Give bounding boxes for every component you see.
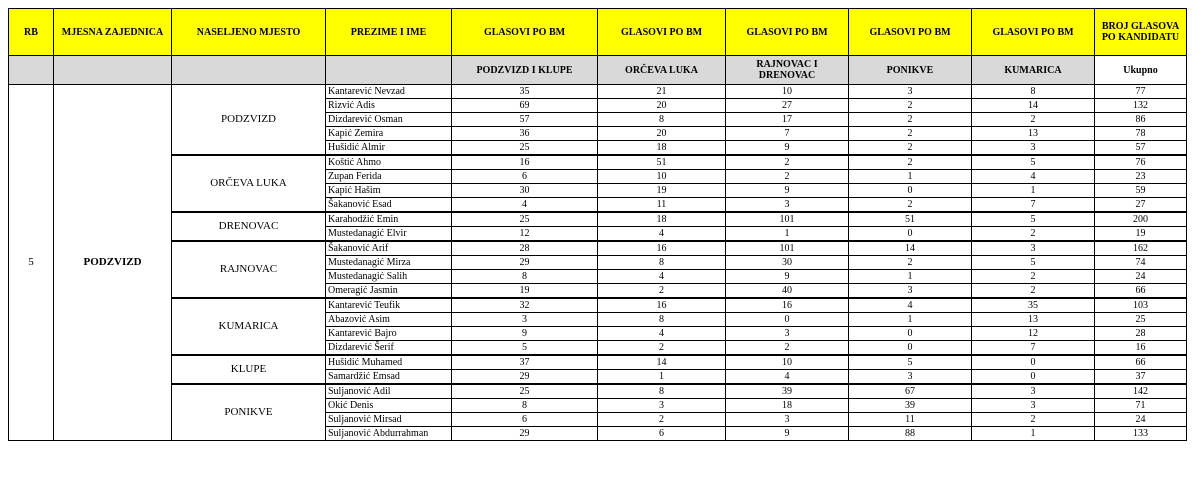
total-votes-cell: 103 bbox=[1095, 298, 1187, 313]
votes-cell: 5 bbox=[972, 212, 1095, 227]
votes-cell: 2 bbox=[972, 413, 1095, 427]
votes-cell: 21 bbox=[598, 85, 726, 99]
votes-cell: 14 bbox=[972, 99, 1095, 113]
candidate-name-cell: Kantarević Teufik bbox=[326, 298, 452, 313]
table-row bbox=[9, 85, 1187, 99]
votes-cell: 4 bbox=[598, 270, 726, 284]
total-votes-cell: 76 bbox=[1095, 155, 1187, 170]
results-sheet bbox=[8, 8, 1187, 441]
votes-cell: 4 bbox=[452, 198, 598, 213]
votes-cell: 7 bbox=[726, 127, 849, 141]
votes-cell: 9 bbox=[452, 327, 598, 341]
votes-cell: 6 bbox=[452, 413, 598, 427]
votes-cell: 0 bbox=[849, 227, 972, 242]
votes-cell: 1 bbox=[726, 227, 849, 242]
votes-cell: 8 bbox=[452, 270, 598, 284]
votes-cell: 1 bbox=[598, 370, 726, 385]
total-votes-cell: 142 bbox=[1095, 384, 1187, 399]
total-votes-cell: 24 bbox=[1095, 413, 1187, 427]
votes-cell: 57 bbox=[452, 113, 598, 127]
votes-cell: 13 bbox=[972, 127, 1095, 141]
votes-cell: 10 bbox=[726, 85, 849, 99]
votes-cell: 3 bbox=[849, 284, 972, 299]
candidate-name-cell: Koštić Ahmo bbox=[326, 155, 452, 170]
votes-cell: 3 bbox=[849, 370, 972, 385]
settlement-cell: PONIKVE bbox=[172, 384, 326, 441]
subheader-ponikve: PONIKVE bbox=[849, 56, 972, 85]
votes-cell: 3 bbox=[452, 313, 598, 327]
votes-cell: 3 bbox=[726, 198, 849, 213]
candidate-name-cell: Dizdarević Šerif bbox=[326, 341, 452, 356]
votes-cell: 16 bbox=[452, 155, 598, 170]
votes-cell: 11 bbox=[849, 413, 972, 427]
votes-cell: 0 bbox=[726, 313, 849, 327]
votes-cell: 27 bbox=[726, 99, 849, 113]
total-votes-cell: 28 bbox=[1095, 327, 1187, 341]
votes-cell: 2 bbox=[726, 170, 849, 184]
votes-cell: 30 bbox=[726, 256, 849, 270]
votes-cell: 9 bbox=[726, 184, 849, 198]
total-votes-cell: 66 bbox=[1095, 284, 1187, 299]
votes-cell: 4 bbox=[972, 170, 1095, 184]
candidate-name-cell: Dizdarević Osman bbox=[326, 113, 452, 127]
subheader-rajnovac-drenovac: RAJNOVAC I DRENOVAC bbox=[726, 56, 849, 85]
votes-cell: 14 bbox=[849, 241, 972, 256]
col-header-glasovi-3: GLASOVI PO BM bbox=[726, 9, 849, 56]
header-row bbox=[9, 9, 1187, 56]
votes-cell: 35 bbox=[452, 85, 598, 99]
votes-cell: 69 bbox=[452, 99, 598, 113]
total-votes-cell: 16 bbox=[1095, 341, 1187, 356]
col-header-glasovi-4: GLASOVI PO BM bbox=[849, 9, 972, 56]
col-header-prezime-ime: PREZIME I IME bbox=[326, 9, 452, 56]
votes-cell: 3 bbox=[972, 141, 1095, 156]
votes-cell: 13 bbox=[972, 313, 1095, 327]
votes-cell: 2 bbox=[598, 413, 726, 427]
col-header-rb: RB bbox=[9, 9, 54, 56]
votes-cell: 25 bbox=[452, 141, 598, 156]
subheader-blank bbox=[9, 56, 54, 85]
candidate-name-cell: Mustedanagić Salih bbox=[326, 270, 452, 284]
candidate-name-cell: Kantarević Bajro bbox=[326, 327, 452, 341]
votes-cell: 1 bbox=[849, 270, 972, 284]
total-votes-cell: 37 bbox=[1095, 370, 1187, 385]
votes-cell: 18 bbox=[726, 399, 849, 413]
votes-cell: 4 bbox=[598, 327, 726, 341]
votes-cell: 2 bbox=[849, 141, 972, 156]
votes-cell: 2 bbox=[726, 155, 849, 170]
candidate-name-cell: Šakanović Esad bbox=[326, 198, 452, 213]
votes-cell: 3 bbox=[726, 327, 849, 341]
votes-cell: 32 bbox=[452, 298, 598, 313]
table-row bbox=[9, 298, 1187, 313]
votes-cell: 18 bbox=[598, 141, 726, 156]
votes-cell: 5 bbox=[452, 341, 598, 356]
candidate-name-cell: Mustedanagić Elvir bbox=[326, 227, 452, 242]
votes-cell: 2 bbox=[849, 99, 972, 113]
table-row bbox=[9, 241, 1187, 256]
candidate-name-cell: Suljanović Abdurrahman bbox=[326, 427, 452, 441]
votes-cell: 5 bbox=[849, 355, 972, 370]
col-header-glasovi-5: GLASOVI PO BM bbox=[972, 9, 1095, 56]
votes-cell: 19 bbox=[452, 284, 598, 299]
subheader-blank bbox=[172, 56, 326, 85]
votes-cell: 3 bbox=[972, 399, 1095, 413]
candidate-name-cell: Kapić Hašim bbox=[326, 184, 452, 198]
votes-cell: 1 bbox=[972, 184, 1095, 198]
total-votes-cell: 27 bbox=[1095, 198, 1187, 213]
votes-cell: 3 bbox=[972, 241, 1095, 256]
candidate-name-cell: Omeragić Jasmin bbox=[326, 284, 452, 299]
votes-cell: 0 bbox=[849, 184, 972, 198]
table-row bbox=[9, 155, 1187, 170]
subheader-ukupno: Ukupno bbox=[1095, 56, 1187, 85]
votes-cell: 40 bbox=[726, 284, 849, 299]
candidate-name-cell: Zupan Ferida bbox=[326, 170, 452, 184]
votes-cell: 4 bbox=[598, 227, 726, 242]
total-votes-cell: 24 bbox=[1095, 270, 1187, 284]
votes-cell: 39 bbox=[849, 399, 972, 413]
votes-cell: 29 bbox=[452, 370, 598, 385]
subheader-blank bbox=[54, 56, 172, 85]
settlement-cell: PODZVIZD bbox=[172, 85, 326, 156]
settlement-cell: DRENOVAC bbox=[172, 212, 326, 241]
votes-cell: 39 bbox=[726, 384, 849, 399]
col-header-total: BROJ GLASOVA PO KANDIDATU bbox=[1095, 9, 1187, 56]
total-votes-cell: 71 bbox=[1095, 399, 1187, 413]
votes-cell: 36 bbox=[452, 127, 598, 141]
votes-cell: 2 bbox=[972, 227, 1095, 242]
settlement-cell: RAJNOVAC bbox=[172, 241, 326, 298]
candidate-name-cell: Hušidić Almir bbox=[326, 141, 452, 156]
votes-cell: 17 bbox=[726, 113, 849, 127]
mjesna-zajednica-cell: PODZVIZD bbox=[54, 85, 172, 441]
votes-cell: 8 bbox=[972, 85, 1095, 99]
table-row bbox=[9, 384, 1187, 399]
votes-cell: 29 bbox=[452, 256, 598, 270]
candidate-name-cell: Suljanović Mirsad bbox=[326, 413, 452, 427]
votes-cell: 2 bbox=[849, 113, 972, 127]
candidate-name-cell: Kantarević Nevzad bbox=[326, 85, 452, 99]
votes-cell: 2 bbox=[972, 113, 1095, 127]
votes-cell: 0 bbox=[849, 341, 972, 356]
candidate-name-cell: Kapić Zemira bbox=[326, 127, 452, 141]
votes-cell: 5 bbox=[972, 155, 1095, 170]
votes-cell: 4 bbox=[849, 298, 972, 313]
votes-cell: 5 bbox=[972, 256, 1095, 270]
votes-cell: 2 bbox=[972, 270, 1095, 284]
total-votes-cell: 23 bbox=[1095, 170, 1187, 184]
candidate-name-cell: Okić Denis bbox=[326, 399, 452, 413]
votes-cell: 2 bbox=[849, 256, 972, 270]
votes-cell: 8 bbox=[452, 399, 598, 413]
votes-cell: 1 bbox=[972, 427, 1095, 441]
votes-cell: 2 bbox=[849, 155, 972, 170]
votes-cell: 51 bbox=[849, 212, 972, 227]
votes-cell: 10 bbox=[598, 170, 726, 184]
total-votes-cell: 86 bbox=[1095, 113, 1187, 127]
votes-cell: 25 bbox=[452, 212, 598, 227]
votes-cell: 2 bbox=[972, 284, 1095, 299]
votes-cell: 2 bbox=[726, 341, 849, 356]
settlement-cell: KUMARICA bbox=[172, 298, 326, 355]
votes-cell: 2 bbox=[849, 198, 972, 213]
total-votes-cell: 59 bbox=[1095, 184, 1187, 198]
votes-cell: 2 bbox=[598, 284, 726, 299]
votes-cell: 88 bbox=[849, 427, 972, 441]
subheader-row bbox=[9, 56, 1187, 85]
votes-cell: 20 bbox=[598, 99, 726, 113]
total-votes-cell: 162 bbox=[1095, 241, 1187, 256]
votes-cell: 35 bbox=[972, 298, 1095, 313]
votes-cell: 25 bbox=[452, 384, 598, 399]
total-votes-cell: 77 bbox=[1095, 85, 1187, 99]
subheader-podzvizd-klupe: PODZVIZD I KLUPE bbox=[452, 56, 598, 85]
votes-cell: 10 bbox=[726, 355, 849, 370]
votes-cell: 2 bbox=[598, 341, 726, 356]
votes-cell: 7 bbox=[972, 341, 1095, 356]
votes-cell: 3 bbox=[726, 413, 849, 427]
votes-cell: 8 bbox=[598, 256, 726, 270]
votes-cell: 51 bbox=[598, 155, 726, 170]
subheader-orceva-luka: ORČEVA LUKA bbox=[598, 56, 726, 85]
votes-cell: 0 bbox=[972, 355, 1095, 370]
settlement-cell: KLUPE bbox=[172, 355, 326, 384]
votes-cell: 14 bbox=[598, 355, 726, 370]
total-votes-cell: 25 bbox=[1095, 313, 1187, 327]
total-votes-cell: 57 bbox=[1095, 141, 1187, 156]
votes-cell: 4 bbox=[726, 370, 849, 385]
votes-cell: 16 bbox=[598, 241, 726, 256]
votes-cell: 12 bbox=[972, 327, 1095, 341]
votes-cell: 8 bbox=[598, 113, 726, 127]
candidate-name-cell: Samardžić Emsad bbox=[326, 370, 452, 385]
votes-cell: 3 bbox=[849, 85, 972, 99]
col-header-naseljeno-mjesto: NASELJENO MJESTO bbox=[172, 9, 326, 56]
votes-cell: 28 bbox=[452, 241, 598, 256]
candidate-name-cell: Mustedanagić Mirza bbox=[326, 256, 452, 270]
votes-cell: 67 bbox=[849, 384, 972, 399]
votes-cell: 16 bbox=[598, 298, 726, 313]
votes-cell: 16 bbox=[726, 298, 849, 313]
votes-cell: 8 bbox=[598, 384, 726, 399]
votes-cell: 8 bbox=[598, 313, 726, 327]
votes-cell: 2 bbox=[849, 127, 972, 141]
total-votes-cell: 200 bbox=[1095, 212, 1187, 227]
candidate-name-cell: Hušidić Muhamed bbox=[326, 355, 452, 370]
votes-cell: 0 bbox=[972, 370, 1095, 385]
votes-cell: 1 bbox=[849, 170, 972, 184]
votes-cell: 6 bbox=[598, 427, 726, 441]
votes-cell: 19 bbox=[598, 184, 726, 198]
settlement-cell: ORČEVA LUKA bbox=[172, 155, 326, 212]
rb-cell: 5 bbox=[9, 85, 54, 441]
subheader-kumarica: KUMARICA bbox=[972, 56, 1095, 85]
votes-cell: 6 bbox=[452, 170, 598, 184]
results-table bbox=[8, 8, 1187, 441]
total-votes-cell: 132 bbox=[1095, 99, 1187, 113]
votes-cell: 12 bbox=[452, 227, 598, 242]
col-header-glasovi-1: GLASOVI PO BM bbox=[452, 9, 598, 56]
candidate-name-cell: Rizvić Adis bbox=[326, 99, 452, 113]
votes-cell: 9 bbox=[726, 270, 849, 284]
votes-cell: 3 bbox=[598, 399, 726, 413]
total-votes-cell: 78 bbox=[1095, 127, 1187, 141]
votes-cell: 7 bbox=[972, 198, 1095, 213]
votes-cell: 30 bbox=[452, 184, 598, 198]
votes-cell: 1 bbox=[849, 313, 972, 327]
votes-cell: 20 bbox=[598, 127, 726, 141]
votes-cell: 101 bbox=[726, 241, 849, 256]
votes-cell: 9 bbox=[726, 427, 849, 441]
col-header-glasovi-2: GLASOVI PO BM bbox=[598, 9, 726, 56]
total-votes-cell: 133 bbox=[1095, 427, 1187, 441]
results-body bbox=[9, 85, 1187, 441]
votes-cell: 37 bbox=[452, 355, 598, 370]
total-votes-cell: 74 bbox=[1095, 256, 1187, 270]
candidate-name-cell: Suljanović Adil bbox=[326, 384, 452, 399]
candidate-name-cell: Šakanović Arif bbox=[326, 241, 452, 256]
col-header-mjesna-zajednica: MJESNA ZAJEDNICA bbox=[54, 9, 172, 56]
candidate-name-cell: Abazović Asim bbox=[326, 313, 452, 327]
votes-cell: 9 bbox=[726, 141, 849, 156]
votes-cell: 3 bbox=[972, 384, 1095, 399]
votes-cell: 18 bbox=[598, 212, 726, 227]
votes-cell: 11 bbox=[598, 198, 726, 213]
candidate-name-cell: Karahodžić Emin bbox=[326, 212, 452, 227]
subheader-blank bbox=[326, 56, 452, 85]
table-row bbox=[9, 355, 1187, 370]
votes-cell: 101 bbox=[726, 212, 849, 227]
total-votes-cell: 19 bbox=[1095, 227, 1187, 242]
table-row bbox=[9, 212, 1187, 227]
votes-cell: 29 bbox=[452, 427, 598, 441]
votes-cell: 0 bbox=[849, 327, 972, 341]
total-votes-cell: 66 bbox=[1095, 355, 1187, 370]
